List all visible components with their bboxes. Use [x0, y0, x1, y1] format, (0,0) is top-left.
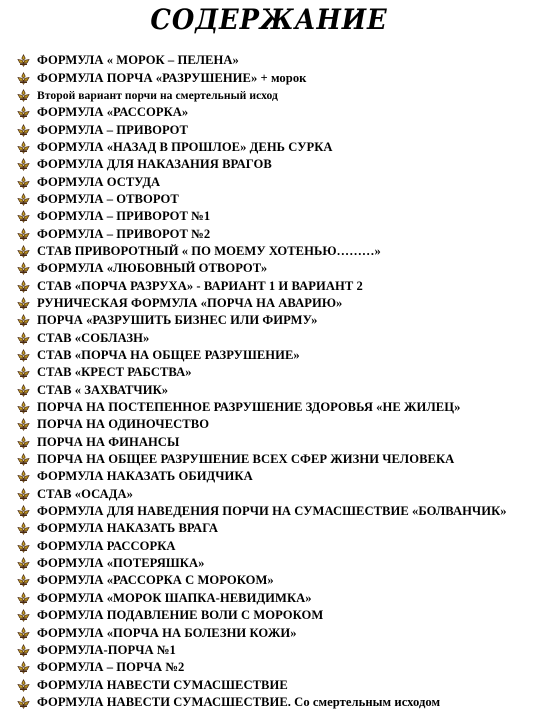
list-item[interactable]: [17, 416, 507, 433]
fleur-bullet-icon: [17, 349, 30, 362]
list-item[interactable]: [17, 503, 507, 520]
fleur-bullet-icon: [17, 592, 30, 605]
list-item[interactable]: [17, 208, 507, 225]
list-item[interactable]: [17, 538, 507, 555]
fleur-bullet-icon: [17, 401, 30, 414]
fleur-bullet-icon: [17, 158, 30, 171]
list-item-label: ФОРМУЛА – ПРИВОРОТ: [37, 122, 188, 137]
list-item[interactable]: [17, 173, 507, 190]
fleur-bullet-icon: [17, 644, 30, 657]
list-item-label: Второй вариант порчи на смертельный исход: [37, 88, 278, 102]
fleur-bullet-icon: [17, 54, 30, 67]
list-item-label: ФОРМУЛА НАКАЗАТЬ ОБИДЧИКА: [37, 469, 253, 484]
list-item[interactable]: [17, 121, 507, 138]
list-item-label: ФОРМУЛА «РАССОРКА»: [37, 105, 189, 120]
fleur-bullet-icon: [17, 245, 30, 258]
list-item[interactable]: [17, 191, 507, 208]
list-item-label: ФОРМУЛА «ЛЮБОВНЫЙ ОТВОРОТ»: [37, 261, 268, 276]
fleur-bullet-icon: [17, 453, 30, 466]
fleur-bullet-icon: [17, 141, 30, 154]
list-item-label: СТАВ «СОБЛАЗН»: [37, 330, 150, 345]
fleur-bullet-icon: [17, 89, 30, 102]
list-item[interactable]: [17, 659, 507, 676]
list-item-label: ФОРМУЛА «НАЗАД В ПРОШЛОЕ» ДЕНЬ СУРКА: [37, 139, 333, 154]
list-item-label: СТАВ «ОСАДА»: [37, 486, 133, 501]
list-item[interactable]: [17, 156, 507, 173]
list-item[interactable]: [17, 277, 507, 294]
list-item-label: ФОРМУЛА ДЛЯ НАКАЗАНИЯ ВРАГОВ: [37, 157, 272, 172]
list-item-label: СТАВ « ЗАХВАТЧИК»: [37, 382, 169, 397]
list-item[interactable]: [17, 624, 507, 641]
list-item-label: ПОРЧА НА ПОСТЕПЕННОЕ РАЗРУШЕНИЕ ЗДОРОВЬЯ «НЕ ЖИЛЕЦ»: [37, 400, 461, 415]
list-item[interactable]: [17, 642, 507, 659]
list-item-label: ФОРМУЛА – ОТВОРОТ: [37, 191, 179, 206]
list-item[interactable]: [17, 486, 507, 503]
list-item[interactable]: [17, 590, 507, 607]
fleur-bullet-icon: [17, 488, 30, 501]
fleur-bullet-icon: [17, 384, 30, 397]
list-item-label: ФОРМУЛА НАКАЗАТЬ ВРАГА: [37, 521, 219, 536]
fleur-bullet-icon: [17, 470, 30, 483]
fleur-bullet-icon: [17, 297, 30, 310]
list-item-label: ФОРМУЛА ОСТУДА: [37, 174, 161, 189]
list-item-label: СТАВ «ПОРЧА РАЗРУХА» - ВАРИАНТ 1 И ВАРИАНТ 2: [37, 278, 363, 293]
fleur-bullet-icon: [17, 228, 30, 241]
list-item-label: ФОРМУЛА ПОРЧА «РАЗРУШЕНИЕ» + морок: [37, 70, 307, 85]
list-item[interactable]: [17, 572, 507, 589]
list-item-label: ПОРЧА НА ФИНАНСЫ: [37, 434, 180, 449]
list-item[interactable]: [17, 330, 507, 347]
list-item-label: ФОРМУЛА «РАССОРКА С МОРОКОМ»: [37, 573, 274, 588]
fleur-bullet-icon: [17, 696, 30, 709]
list-item-label: ФОРМУЛА РАССОРКА: [37, 538, 176, 553]
list-item[interactable]: [17, 451, 507, 468]
fleur-bullet-icon: [17, 679, 30, 692]
list-item-label: ФОРМУЛА «МОРОК ШАПКА-НЕВИДИМКА»: [37, 590, 312, 605]
list-item-label: ФОРМУЛА-ПОРЧА №1: [37, 642, 176, 657]
list-item[interactable]: [17, 295, 507, 312]
list-item-label: ФОРМУЛА « МОРОК – ПЕЛЕНА»: [37, 53, 239, 68]
fleur-bullet-icon: [17, 280, 30, 293]
list-item[interactable]: [17, 225, 507, 242]
list-item[interactable]: [17, 260, 507, 277]
fleur-bullet-icon: [17, 540, 30, 553]
list-item-label: ПОРЧА НА ОБЩЕЕ РАЗРУШЕНИЕ ВСЕХ СФЕР ЖИЗНИ ЧЕЛОВЕКА: [37, 452, 455, 467]
list-item[interactable]: [17, 52, 507, 69]
list-item[interactable]: [17, 607, 507, 624]
list-item[interactable]: [17, 347, 507, 364]
fleur-bullet-icon: [17, 72, 30, 85]
list-item[interactable]: [17, 139, 507, 156]
fleur-bullet-icon: [17, 436, 30, 449]
fleur-bullet-icon: [17, 418, 30, 431]
fleur-bullet-icon: [17, 522, 30, 535]
list-item[interactable]: [17, 434, 507, 451]
fleur-bullet-icon: [17, 210, 30, 223]
list-item-label: ФОРМУЛА – ПРИВОРОТ №1: [37, 209, 211, 224]
list-item[interactable]: [17, 243, 507, 260]
fleur-bullet-icon: [17, 314, 30, 327]
fleur-bullet-icon: [17, 609, 30, 622]
list-item[interactable]: [17, 364, 507, 381]
list-item-label: ФОРМУЛА НАВЕСТИ СУМАСШЕСТВИЕ: [37, 677, 288, 692]
list-item-label: ФОРМУЛА НАВЕСТИ СУМАСШЕСТВИЕ. Со смертельным исходом: [37, 694, 441, 709]
contents-list: [17, 52, 507, 711]
list-item-label: СТАВ «ПОРЧА НА ОБЩЕЕ РАЗРУШЕНИЕ»: [37, 348, 300, 363]
list-item-label: ФОРМУЛА ДЛЯ НАВЕДЕНИЯ ПОРЧИ НА СУМАСШЕСТВИЕ «БОЛВАНЧИК»: [37, 504, 507, 519]
list-item[interactable]: [17, 694, 507, 711]
fleur-bullet-icon: [17, 106, 30, 119]
list-item[interactable]: [17, 69, 507, 86]
list-item[interactable]: [17, 555, 507, 572]
fleur-bullet-icon: [17, 176, 30, 189]
fleur-bullet-icon: [17, 332, 30, 345]
list-item-label: ФОРМУЛА «ПОТЕРЯШКА»: [37, 556, 205, 571]
list-item-label: СТАВ «КРЕСТ РАБСТВА»: [37, 365, 192, 380]
fleur-bullet-icon: [17, 505, 30, 518]
list-item[interactable]: [17, 468, 507, 485]
list-item[interactable]: [17, 87, 507, 104]
list-item-label: РУНИЧЕСКАЯ ФОРМУЛА «ПОРЧА НА АВАРИЮ»: [37, 295, 343, 310]
list-item-label: ФОРМУЛА – ПОРЧА №2: [37, 660, 185, 675]
list-item-label: ПОРЧА «РАЗРУШИТЬ БИЗНЕС ИЛИ ФИРМУ»: [37, 313, 318, 328]
page-title: СОДЕРЖАНИЕ: [150, 3, 388, 36]
list-item-label: ФОРМУЛА «ПОРЧА НА БОЛЕЗНИ КОЖИ»: [37, 625, 297, 640]
fleur-bullet-icon: [17, 627, 30, 640]
fleur-bullet-icon: [17, 557, 30, 570]
fleur-bullet-icon: [17, 262, 30, 275]
list-item-label: СТАВ ПРИВОРОТНЫЙ « ПО МОЕМУ ХОТЕНЬЮ………»: [37, 243, 381, 258]
list-item[interactable]: [17, 676, 507, 693]
list-item[interactable]: [17, 382, 507, 399]
list-item-label: ФОРМУЛА – ПРИВОРОТ №2: [37, 226, 211, 241]
list-item-label: ФОРМУЛА ПОДАВЛЕНИЕ ВОЛИ С МОРОКОМ: [37, 608, 324, 623]
fleur-bullet-icon: [17, 193, 30, 206]
list-item-label: ПОРЧА НА ОДИНОЧЕСТВО: [37, 417, 210, 432]
fleur-bullet-icon: [17, 366, 30, 379]
list-item[interactable]: [17, 399, 507, 416]
list-item[interactable]: [17, 312, 507, 329]
fleur-bullet-icon: [17, 661, 30, 674]
fleur-bullet-icon: [17, 574, 30, 587]
list-item[interactable]: [17, 520, 507, 537]
fleur-bullet-icon: [17, 124, 30, 137]
list-item[interactable]: [17, 104, 507, 121]
